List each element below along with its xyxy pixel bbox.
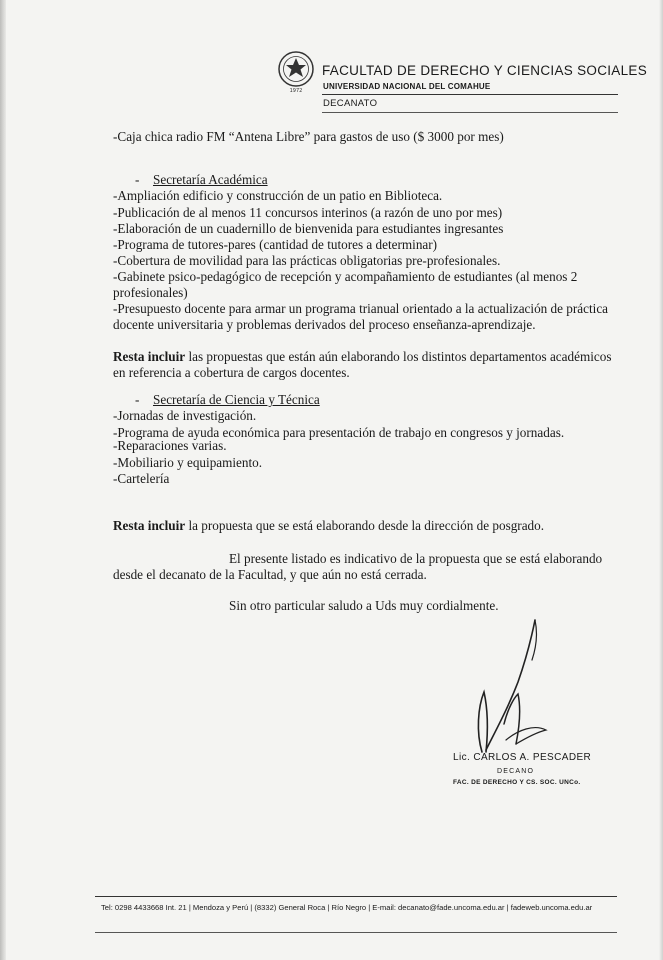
list-item: -Mobiliario y equipamiento. (113, 455, 263, 470)
resta-text: la propuesta que se está elaborando desde la dirección de posgrado. (185, 518, 545, 533)
signatory-name: Lic. CARLOS A. PESCADER (453, 752, 592, 763)
signatory-organization: FAC. DE DERECHO Y CS. SOC. UNCo. (453, 779, 581, 786)
header-divider-bottom (322, 112, 618, 113)
closing-line-2: desde el decanato de la Facultad, y que aún no está cerrada. (113, 567, 427, 582)
list-item: -Reparaciones varias. (113, 438, 227, 453)
list-item-continuation: profesionales) (113, 285, 188, 300)
section-bullet: - (135, 392, 140, 407)
list-item: -Cartelería (113, 471, 170, 486)
footer-divider-bottom (95, 932, 617, 933)
scan-left-edge (0, 0, 6, 960)
closing-line-1: El presente listado es indicativo de la propuesta que se está elaborando (229, 551, 603, 566)
list-item: -Jornadas de investigación. (113, 408, 257, 423)
footer-contact: Tel: 0298 4433668 Int. 21 | Mendoza y Perú | (8332) General Roca | Río Negro | E-mail: decanato@fade.uncoma.edu.ar | fadeweb.uncoma.edu.ar (101, 903, 593, 912)
department-name: DECANATO (323, 98, 378, 109)
resta-paragraph-line-2: en referencia a cobertura de cargos docentes. (113, 365, 350, 380)
institution-title: FACULTAD DE DERECHO Y CIENCIAS SOCIALES (322, 63, 648, 78)
list-item: -Programa de ayuda económica para presentación de trabajo en congresos y jornadas. (113, 425, 565, 440)
scan-right-edge (659, 0, 663, 960)
salutation: Sin otro particular saludo a Uds muy cordialmente. (229, 598, 499, 613)
university-seal-icon (277, 50, 315, 94)
university-name: UNIVERSIDAD NACIONAL DEL COMAHUE (323, 82, 491, 91)
svg-text:1972: 1972 (289, 88, 303, 94)
resta-paragraph-2 (113, 518, 544, 534)
list-item-continuation: docente universitaria y problemas derivados del proceso enseñanza-aprendizaje. (113, 317, 536, 332)
list-item: -Gabinete psico-pedagógico de recepción y acompañamiento de estudiantes (al menos 2 (113, 269, 578, 284)
list-item: -Cobertura de movilidad para las prácticas obligatorias pre-profesionales. (113, 253, 501, 268)
list-item: -Elaboración de un cuadernillo de bienvenida para estudiantes ingresantes (113, 221, 504, 236)
list-item: -Ampliación edificio y construcción de un patio en Biblioteca. (113, 188, 443, 203)
resta-label: Resta incluir (113, 349, 186, 364)
section-bullet: - (135, 172, 140, 187)
intro-line: -Caja chica radio FM “Antena Libre” para gastos de uso ($ 3000 por mes) (113, 129, 504, 144)
resta-label: Resta incluir (113, 518, 186, 533)
handwritten-signature (462, 612, 572, 762)
signatory-role: DECANO (497, 768, 535, 775)
list-item: -Presupuesto docente para armar un programa trianual orientado a la actualización de práctica (113, 301, 609, 316)
resta-text: las propuestas que están aún elaborando los distintos departamentos académicos (185, 349, 612, 364)
section-heading-ciencia: Secretaría de Ciencia y Técnica (153, 392, 320, 407)
section-heading-academica: Secretaría Académica (153, 172, 268, 187)
header-divider (322, 94, 618, 95)
footer-divider (95, 896, 617, 897)
resta-paragraph-line-1 (113, 349, 611, 365)
list-item: -Programa de tutores-pares (cantidad de tutores a determinar) (113, 237, 438, 252)
list-item: -Publicación de al menos 11 concursos interinos (a razón de uno por mes) (113, 205, 503, 220)
